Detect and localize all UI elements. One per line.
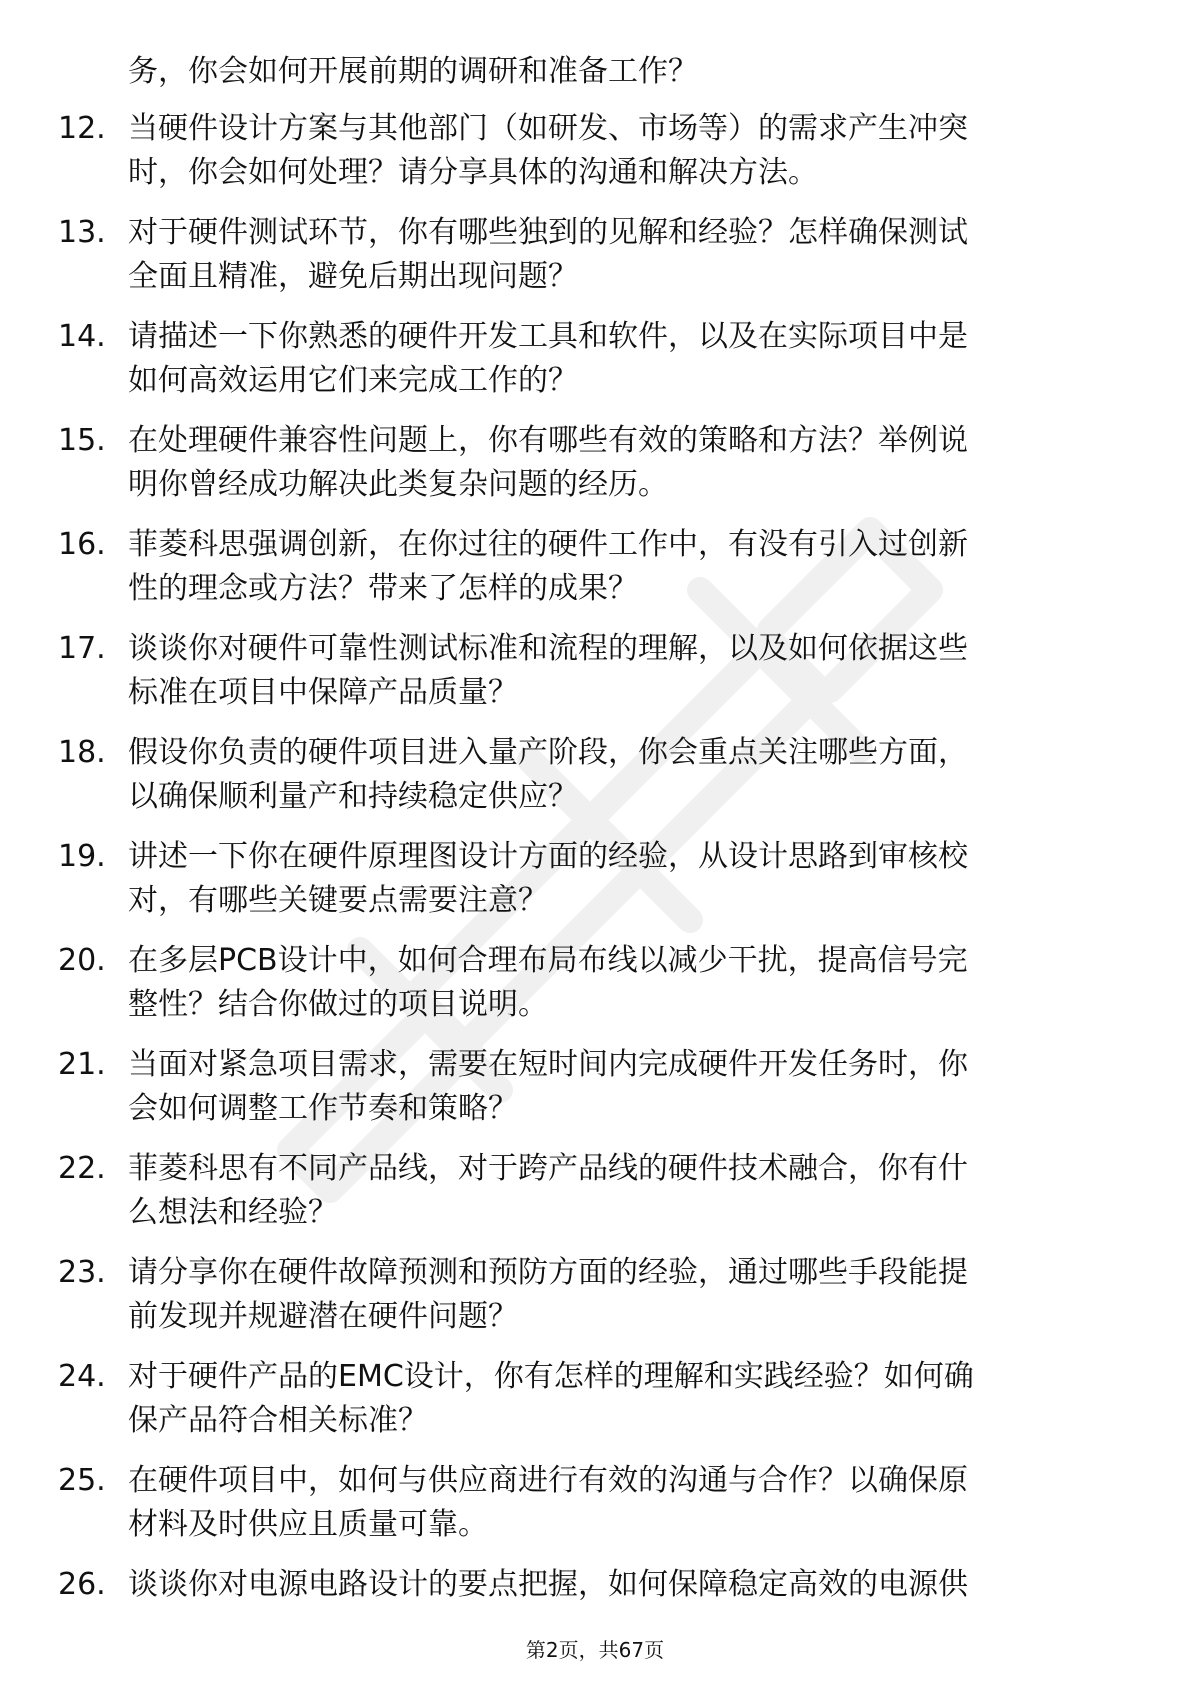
question-text [128,1043,1138,1131]
question-text-line: 对，有哪些关键要点需要注意？ [128,883,548,918]
question-number: 18. [58,735,106,770]
question-number: 13. [58,215,106,250]
question-text-line: 菲菱科思有不同产品线，对于跨产品线的硬件技术融合，你有什 [128,1151,968,1186]
question-number: 21. [58,1047,106,1082]
question-number: 24. [58,1359,106,1394]
question-number: 17. [58,631,106,666]
question-text [128,1355,1138,1443]
question-text-line: 菲菱科思强调创新，在你过往的硬件工作中，有没有引入过创新 [128,527,968,562]
page-footer: 第2页，共67页 [525,1638,665,1662]
question-text [128,1563,1138,1607]
question-item [0,415,1190,519]
question-number: 14. [58,319,106,354]
question-text-line: 当硬件设计方案与其他部门（如研发、市场等）的需求产生冲突 [128,111,968,146]
question-text-line: 明你曾经成功解决此类复杂问题的经历。 [128,467,668,502]
question-text-line: 谈谈你对电源电路设计的要点把握，如何保障稳定高效的电源供 [128,1567,968,1602]
question-text [128,1147,1138,1235]
question-text-line: 对于硬件测试环节，你有哪些独到的见解和经验？怎样确保测试 [128,215,968,250]
question-text-line: 材料及时供应且质量可靠。 [128,1507,488,1542]
question-item [0,727,1190,831]
question-text [128,835,1138,923]
question-item [0,519,1190,623]
question-text [128,731,1138,819]
question-text [128,939,1138,1027]
question-text [128,627,1138,715]
question-number: 19. [58,839,106,874]
question-number: 26. [58,1567,106,1602]
question-text-line: 会如何调整工作节奏和策略？ [128,1091,518,1126]
question-number: 23. [58,1255,106,1290]
question-text [128,523,1138,611]
question-number: 15. [58,423,106,458]
question-text-line: 对于硬件产品的EMC设计，你有怎样的理解和实践经验？如何确 [128,1359,974,1394]
question-number: 16. [58,527,106,562]
question-text-line: 请描述一下你熟悉的硬件开发工具和软件，以及在实际项目中是 [128,319,968,354]
question-text-line: 整性？结合你做过的项目说明。 [128,987,548,1022]
question-text [128,315,1138,403]
question-item [0,311,1190,415]
question-item [0,623,1190,727]
question-item [0,831,1190,935]
question-text-line: 前发现并规避潜在硬件问题？ [128,1299,518,1334]
question-item [0,1247,1190,1351]
question-text-line: 假设你负责的硬件项目进入量产阶段，你会重点关注哪些方面， [128,735,968,770]
question-item [0,935,1190,1039]
question-text [128,1251,1138,1339]
question-text [128,419,1138,507]
question-text-line: 性的理念或方法？带来了怎样的成果？ [128,571,638,606]
question-text-line: 在硬件项目中，如何与供应商进行有效的沟通与合作？以确保原 [128,1463,968,1498]
question-text-line: 当面对紧急项目需求，需要在短时间内完成硬件开发任务时，你 [128,1047,968,1082]
question-text-line: 谈谈你对硬件可靠性测试标准和流程的理解，以及如何依据这些 [128,631,968,666]
question-number: 20. [58,943,106,978]
question-text-line: 时，你会如何处理？请分享具体的沟通和解决方法。 [128,155,818,190]
question-number: 22. [58,1151,106,1186]
question-text-line: 以确保顺利量产和持续稳定供应？ [128,779,578,814]
question-text [128,211,1138,299]
question-text-line: 在处理硬件兼容性问题上，你有哪些有效的策略和方法？举例说 [128,423,968,458]
question-item [0,1039,1190,1143]
question-item [0,1351,1190,1455]
question-text-line: 如何高效运用它们来完成工作的？ [128,363,578,398]
question-text-line: 标准在项目中保障产品质量？ [128,675,518,710]
question-number: 12. [58,111,106,146]
question-text [128,1459,1138,1547]
question-item [0,103,1190,207]
question-text-line: 全面且精准，避免后期出现问题？ [128,259,578,294]
question-text [128,107,1138,195]
question-text-line: 请分享你在硬件故障预测和预防方面的经验，通过哪些手段能提 [128,1255,968,1290]
question-number: 25. [58,1463,106,1498]
question-text-line: 在多层PCB设计中，如何合理布局布线以减少干扰，提高信号完 [128,943,968,978]
question-text-line: 么想法和经验？ [128,1195,338,1230]
question-item [0,207,1190,311]
question-text-line: 讲述一下你在硬件原理图设计方面的经验，从设计思路到审核校 [128,839,968,874]
continuation-text: 务，你会如何开展前期的调研和准备工作？ [128,54,698,89]
question-item [0,1143,1190,1247]
question-text-line: 保产品符合相关标准？ [128,1403,428,1438]
question-list [0,103,1190,1663]
question-item [0,1455,1190,1559]
